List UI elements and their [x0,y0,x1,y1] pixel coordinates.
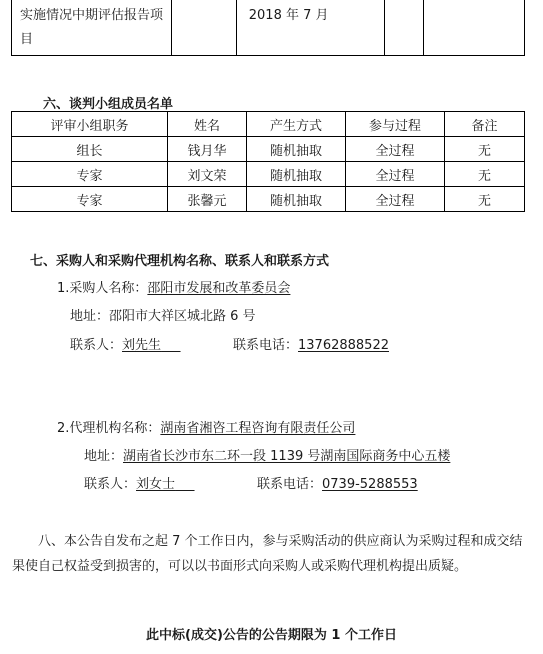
table-row [12,0,525,56]
project-date-cell: 2018 年 7 月 [236,0,384,56]
table-cell: 刘文荣 [168,162,247,187]
agency-contact-line [84,473,195,492]
table-cell: 随机抽取 [247,187,346,212]
purchaser-contact-label: 联系人： [70,338,123,353]
col-header: 产生方式 [247,112,346,137]
purchaser-phone-line [233,334,389,353]
purchaser-phone-label: 联系电话： [233,338,299,353]
table-cell: 钱月华 [168,137,247,162]
table-cell: 随机抽取 [247,162,346,187]
table-row [12,162,525,187]
agency-address-line [84,445,450,464]
col-header: 评审小组职务 [12,112,168,137]
col-header: 备注 [445,112,525,137]
agency-name-label: 2.代理机构名称： [57,421,161,436]
table-cell: 组长 [12,137,168,162]
agency-phone-label: 联系电话： [257,477,323,492]
table-cell: 张馨元 [168,187,247,212]
table-cell: 全过程 [346,137,445,162]
agency-address-label: 地址： [84,449,124,464]
notice-period: 此中标(成交)公告的公告期限为 1 个工作日 [146,628,397,643]
table-cell: 全过程 [346,187,445,212]
table-cell: 全过程 [346,162,445,187]
panel-members-table [11,111,525,212]
table-cell: 无 [445,187,525,212]
table-cell: 无 [445,137,525,162]
agency-phone-line [257,473,418,492]
section8-paragraph: 八、本公告自发布之起 7 个工作日内，参与采购活动的供应商认为采购过程和成交结果使自己权益受到损害的，可以以书面形式向采购人或采购代理机构提出质疑。 [12,534,523,574]
agency-contact-label: 联系人： [84,477,137,492]
purchaser-contact: 刘先生 [122,338,162,353]
agency-address: 湖南省长沙市东二环一段 1139 号湖南国际商务中心五楼 [123,449,451,464]
section6-heading: 六、谈判小组成员名单 [43,97,174,112]
table-cell: 无 [445,162,525,187]
purchaser-name: 邵阳市发展和改革委员会 [147,281,291,296]
purchaser-contact-line [70,334,181,353]
agency-name: 湖南省湘咨工程咨询有限责任公司 [160,421,356,436]
project-table [11,0,525,56]
agency-name-line [57,417,355,436]
agency-phone: 0739-5288553 [322,477,418,492]
agency-contact: 刘女士 [136,477,176,492]
table-header-row [12,112,525,137]
table-cell: 专家 [12,162,168,187]
table-row [12,187,525,212]
table-cell: 专家 [12,187,168,212]
section7-heading: 七、采购人和采购代理机构名称、联系人和联系方式 [30,254,330,269]
purchaser-phone: 13762888522 [298,338,389,353]
table-row [12,137,525,162]
table-cell: 随机抽取 [247,137,346,162]
col-header: 参与过程 [346,112,445,137]
purchaser-name-line [57,277,290,296]
project-item-cell: 实施情况中期评估报告项目 [12,0,172,56]
col-header: 姓名 [168,112,247,137]
purchaser-name-label: 1.采购人名称： [57,281,148,296]
purchaser-address: 地址：邵阳市大祥区城北路 6 号 [70,309,256,324]
